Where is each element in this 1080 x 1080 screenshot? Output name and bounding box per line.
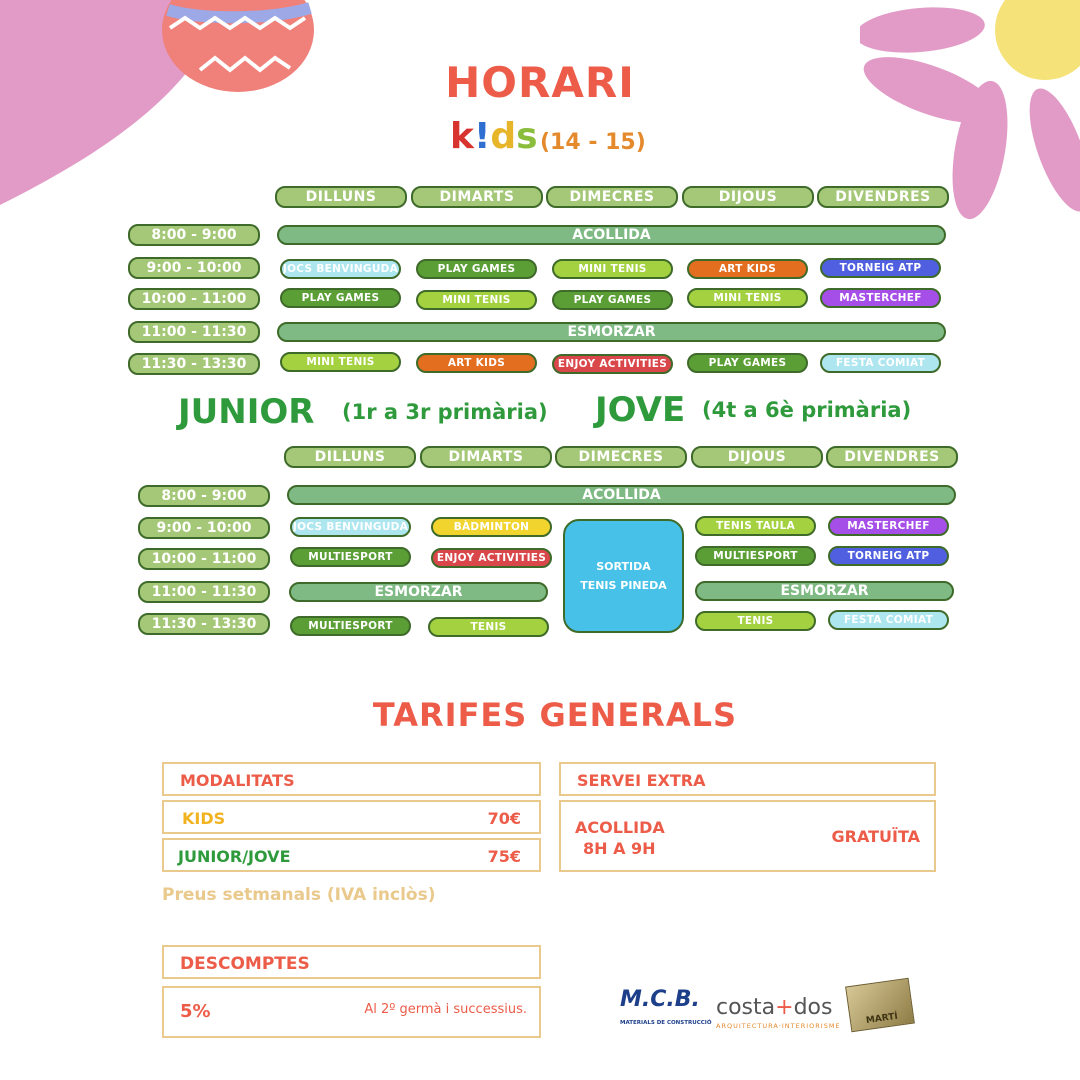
sortida-line-1: SORTIDA bbox=[596, 560, 651, 573]
costa-dos-logo: costa+dos ARQUITECTURA·INTERIORISME bbox=[716, 995, 841, 1030]
kids-activity: MASTERCHEF bbox=[820, 288, 941, 308]
jove-range: (4t a 6è primària) bbox=[702, 398, 912, 422]
junior-price-row bbox=[162, 838, 541, 872]
jj-time-4: 11:00 - 11:30 bbox=[138, 581, 270, 603]
kids-day-4: DIJOUS bbox=[682, 186, 814, 208]
jj-activity: BÀDMINTON bbox=[431, 517, 552, 537]
kids-time-5: 11:30 - 13:30 bbox=[128, 353, 260, 375]
kids-day-5: DIVENDRES bbox=[817, 186, 949, 208]
jove-title: JOVE bbox=[595, 390, 686, 430]
kids-activity: TORNEIG ATP bbox=[820, 258, 941, 278]
jj-activity: MULTIESPORT bbox=[290, 616, 411, 636]
jj-left-esmorzar: ESMORZAR bbox=[289, 582, 548, 602]
discount-note: Al 2º germà i successius. bbox=[364, 1002, 527, 1017]
jj-day-4: DIJOUS bbox=[691, 446, 823, 468]
servei-header: SERVEI EXTRA bbox=[577, 771, 706, 790]
price-note: Preus setmanals (IVA inclòs) bbox=[162, 885, 436, 905]
descomptes-header-box bbox=[162, 945, 541, 979]
jj-time-2: 9:00 - 10:00 bbox=[138, 517, 270, 539]
mcb-logo bbox=[620, 987, 712, 1026]
kids-age-range: (14 - 15) bbox=[540, 130, 646, 155]
kids-activity: MINI TENIS bbox=[552, 259, 673, 279]
mcb-subtitle: MATERIALS DE CONSTRUCCIÓ bbox=[620, 1020, 712, 1026]
servei-line-2: 8H A 9H bbox=[583, 839, 656, 858]
kids-activity: ART KIDS bbox=[687, 259, 808, 279]
kids-activity: PLAY GAMES bbox=[552, 290, 673, 310]
jj-activity: TORNEIG ATP bbox=[828, 546, 949, 566]
jj-activity: MULTIESPORT bbox=[290, 547, 411, 567]
page-title: HORARI bbox=[445, 58, 635, 107]
jj-activity: TENIS bbox=[428, 617, 549, 637]
descomptes-header: DESCOMPTES bbox=[180, 954, 310, 974]
marti-logo bbox=[845, 978, 915, 1032]
jj-time-5: 11:30 - 13:30 bbox=[138, 613, 270, 635]
jj-time-3: 10:00 - 11:00 bbox=[138, 548, 270, 570]
descomptes-row bbox=[162, 986, 541, 1038]
kids-activity: PLAY GAMES bbox=[416, 259, 537, 279]
mcb-title: M.C.B. bbox=[620, 987, 700, 1012]
jj-activity: MULTIESPORT bbox=[695, 546, 816, 566]
jj-activity: TENIS bbox=[695, 611, 816, 631]
jj-activity: TENIS TAULA bbox=[695, 516, 816, 536]
kids-activity: MINI TENIS bbox=[687, 288, 808, 308]
kids-activity: JOCS BENVINGUDA bbox=[280, 259, 401, 279]
kids-activity: ENJOY ACTIVITIES bbox=[552, 354, 673, 374]
modalitats-header-box bbox=[162, 762, 541, 796]
junior-label: JUNIOR/JOVE bbox=[178, 847, 291, 866]
discount-value: 5% bbox=[180, 1001, 211, 1022]
jj-activity: FESTA COMIAT bbox=[828, 610, 949, 630]
jj-activity: ENJOY ACTIVITIES bbox=[431, 548, 552, 568]
kids-day-3: DIMECRES bbox=[546, 186, 678, 208]
jj-day-3: DIMECRES bbox=[555, 446, 687, 468]
tarifes-title: TARIFES GENERALS bbox=[372, 696, 738, 734]
modalitats-header: MODALITATS bbox=[180, 771, 295, 790]
servei-header-box bbox=[559, 762, 936, 796]
kids-esmorzar: ESMORZAR bbox=[277, 322, 946, 342]
servei-line-1: ACOLLIDA bbox=[575, 818, 665, 837]
jj-time-1: 8:00 - 9:00 bbox=[138, 485, 270, 507]
kids-price-row bbox=[162, 800, 541, 834]
junior-range: (1r a 3r primària) bbox=[342, 400, 548, 424]
jj-activity: JOCS BENVINGUDA bbox=[290, 517, 411, 537]
kids-logo: k!ds bbox=[450, 116, 538, 157]
kids-activity: ART KIDS bbox=[416, 353, 537, 373]
costa-dos-subtitle: ARQUITECTURA·INTERIORISME bbox=[716, 1022, 841, 1030]
jj-activity: MASTERCHEF bbox=[828, 516, 949, 536]
sortida-line-2: TENIS PINEDA bbox=[580, 579, 667, 592]
jj-right-esmorzar: ESMORZAR bbox=[695, 581, 954, 601]
marti-text: MARTÍ bbox=[865, 1011, 899, 1027]
kids-day-2: DIMARTS bbox=[411, 186, 543, 208]
jj-day-2: DIMARTS bbox=[420, 446, 552, 468]
kids-activity: FESTA COMIAT bbox=[820, 353, 941, 373]
jj-day-1: DILLUNS bbox=[284, 446, 416, 468]
kids-activity: PLAY GAMES bbox=[687, 353, 808, 373]
kids-activity: MINI TENIS bbox=[280, 352, 401, 372]
kids-price: 70€ bbox=[487, 809, 521, 828]
kids-time-3: 10:00 - 11:00 bbox=[128, 288, 260, 310]
sortida-box bbox=[563, 519, 684, 633]
servei-row bbox=[559, 800, 936, 872]
kids-activity: MINI TENIS bbox=[416, 290, 537, 310]
junior-title: JUNIOR bbox=[178, 392, 315, 432]
kids-time-2: 9:00 - 10:00 bbox=[128, 257, 260, 279]
kids-activity: PLAY GAMES bbox=[280, 288, 401, 308]
jj-day-5: DIVENDRES bbox=[826, 446, 958, 468]
kids-time-1: 8:00 - 9:00 bbox=[128, 224, 260, 246]
kids-time-4: 11:00 - 11:30 bbox=[128, 321, 260, 343]
kids-label: KIDS bbox=[182, 809, 226, 828]
kids-acollida: ACOLLIDA bbox=[277, 225, 946, 245]
jj-acollida: ACOLLIDA bbox=[287, 485, 956, 505]
kids-day-1: DILLUNS bbox=[275, 186, 407, 208]
servei-value: GRATUÏTA bbox=[831, 827, 920, 846]
junior-price: 75€ bbox=[487, 847, 521, 866]
